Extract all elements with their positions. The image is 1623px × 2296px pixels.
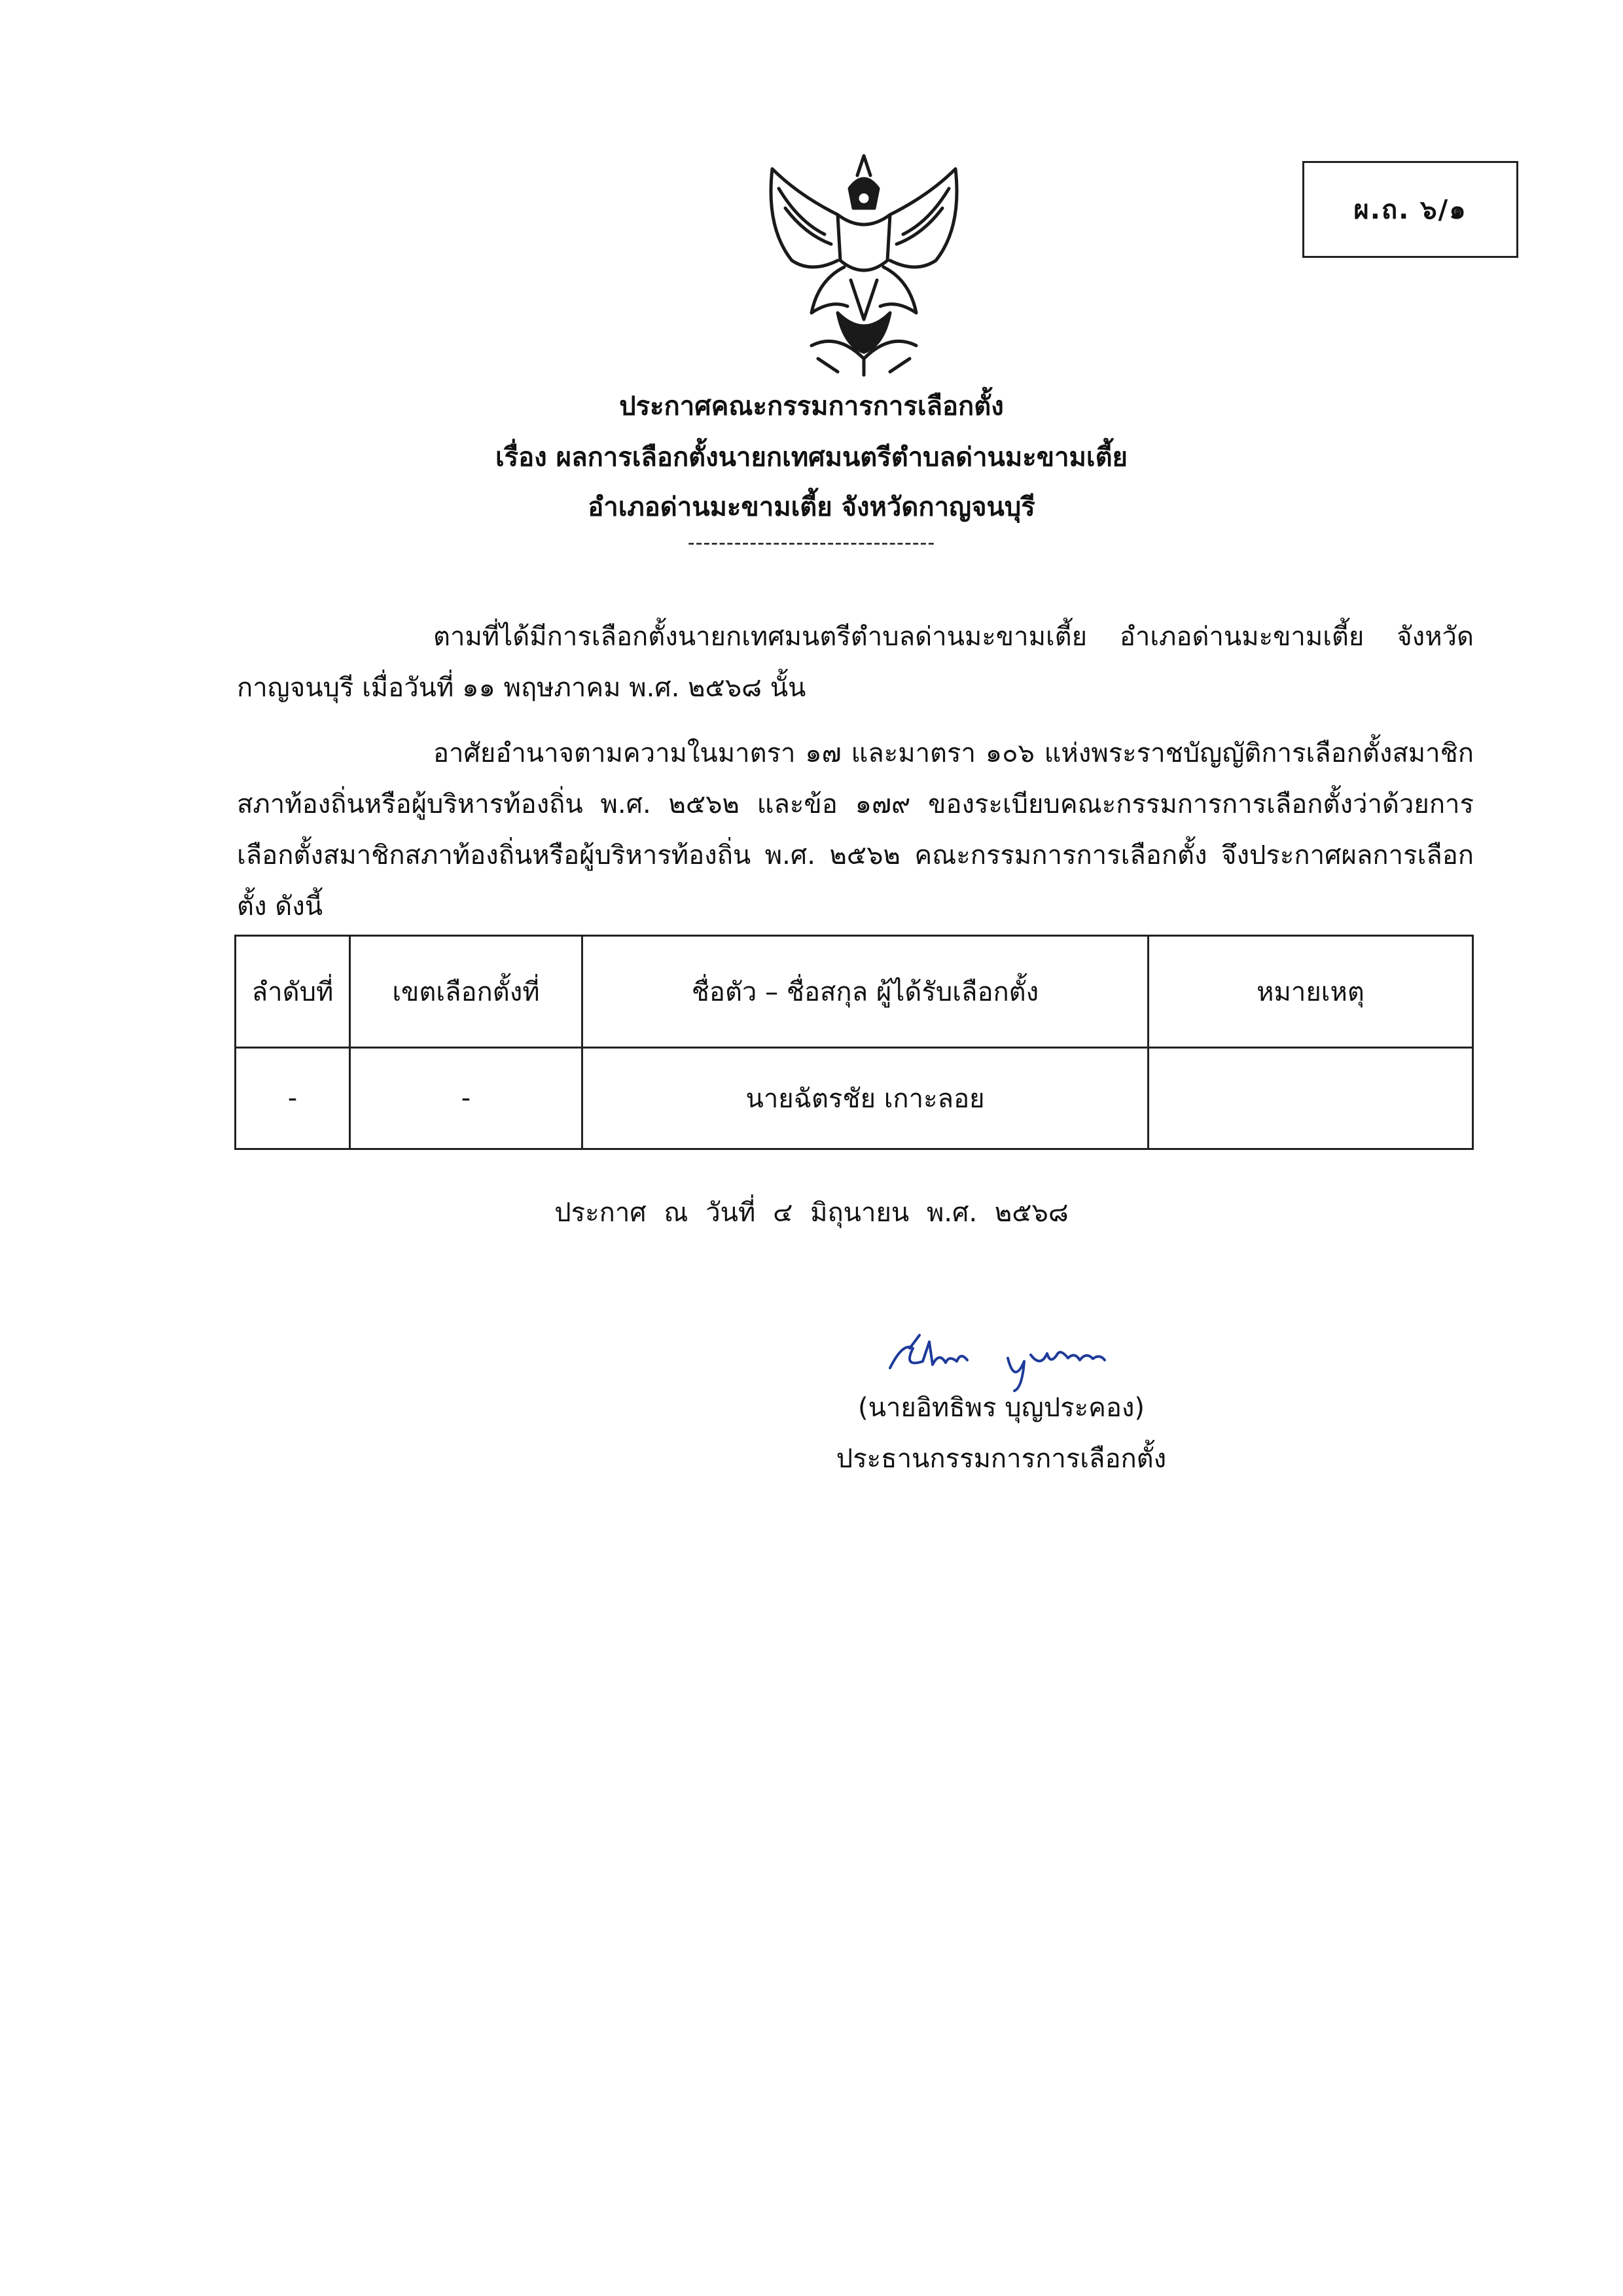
handwritten-signature bbox=[883, 1322, 1119, 1394]
paragraph-legal-basis bbox=[237, 728, 1474, 932]
table-header-row bbox=[236, 936, 1473, 1048]
signer-name: (นายอิทธิพร บุญประคอง) bbox=[858, 1393, 1145, 1423]
cell-elected-name: นายฉัตรชัย เกาะลอย bbox=[582, 1048, 1149, 1149]
table-row bbox=[236, 1048, 1473, 1149]
signer-position: ประธานกรรมการการเลือกตั้ง bbox=[836, 1444, 1167, 1474]
election-result-table bbox=[234, 935, 1474, 1150]
header-order: ลำดับที่ bbox=[236, 936, 350, 1048]
paragraph-legal-basis-text: อาศัยอำนาจตามความในมาตรา ๑๗ และมาตรา ๑๐๖ แห่งพระราชบัญญัติการเลือกตั้งสมาชิกสภาท้องถิ่นหรือผู้บริหารท้องถิ่น พ.ศ. ๒๕๖๒ และข้อ ๑๗๙ ของระเบียบคณะกรรมการการเลือกตั้งว่าด้วยการเลือกตั้งสมาชิกสภาท้องถิ่นหรือผู้บริหารท้องถิ่น พ.ศ. ๒๕๖๒ คณะกรรมการการเลือกตั้ง จึงประกาศผลการเลือกตั้ง ดังนี้ bbox=[237, 738, 1474, 922]
announcement-date: ประกาศ ณ วันที่ ๔ มิถุนายน พ.ศ. ๒๕๖๘ bbox=[554, 1198, 1069, 1228]
garuda-emblem-icon bbox=[740, 149, 988, 380]
announcement-location: อำเภอด่านมะขามเตี้ย จังหวัดกาญจนบุรี bbox=[588, 492, 1035, 522]
header-elected-name: ชื่อตัว – ชื่อสกุล ผู้ได้รับเลือกตั้ง bbox=[582, 936, 1149, 1048]
cell-remarks bbox=[1149, 1048, 1473, 1149]
paragraph-background-text: ตามที่ได้มีการเลือกตั้งนายกเทศมนตรีตำบลด่านมะขามเตี้ย อำเภอด่านมะขามเตี้ย จังหวัดกาญจนบุรี เมื่อวันที่ ๑๑ พฤษภาคม พ.ศ. ๒๕๖๘ นั้น bbox=[237, 622, 1474, 703]
cell-order: - bbox=[236, 1048, 350, 1149]
cell-district: - bbox=[350, 1048, 582, 1149]
form-code-text: ผ.ถ. ๖/๑ bbox=[1353, 195, 1467, 225]
header-remarks: หมายเหตุ bbox=[1149, 936, 1473, 1048]
header-district: เขตเลือกตั้งที่ bbox=[350, 936, 582, 1048]
announcement-subject: เรื่อง ผลการเลือกตั้งนายกเทศมนตรีตำบลด่านมะขามเตี้ย bbox=[495, 442, 1128, 473]
title-separator: -------------------------------- bbox=[687, 531, 936, 554]
announcement-title: ประกาศคณะกรรมการการเลือกตั้ง bbox=[619, 391, 1004, 422]
form-code-box bbox=[1302, 161, 1518, 258]
paragraph-background bbox=[237, 611, 1474, 713]
